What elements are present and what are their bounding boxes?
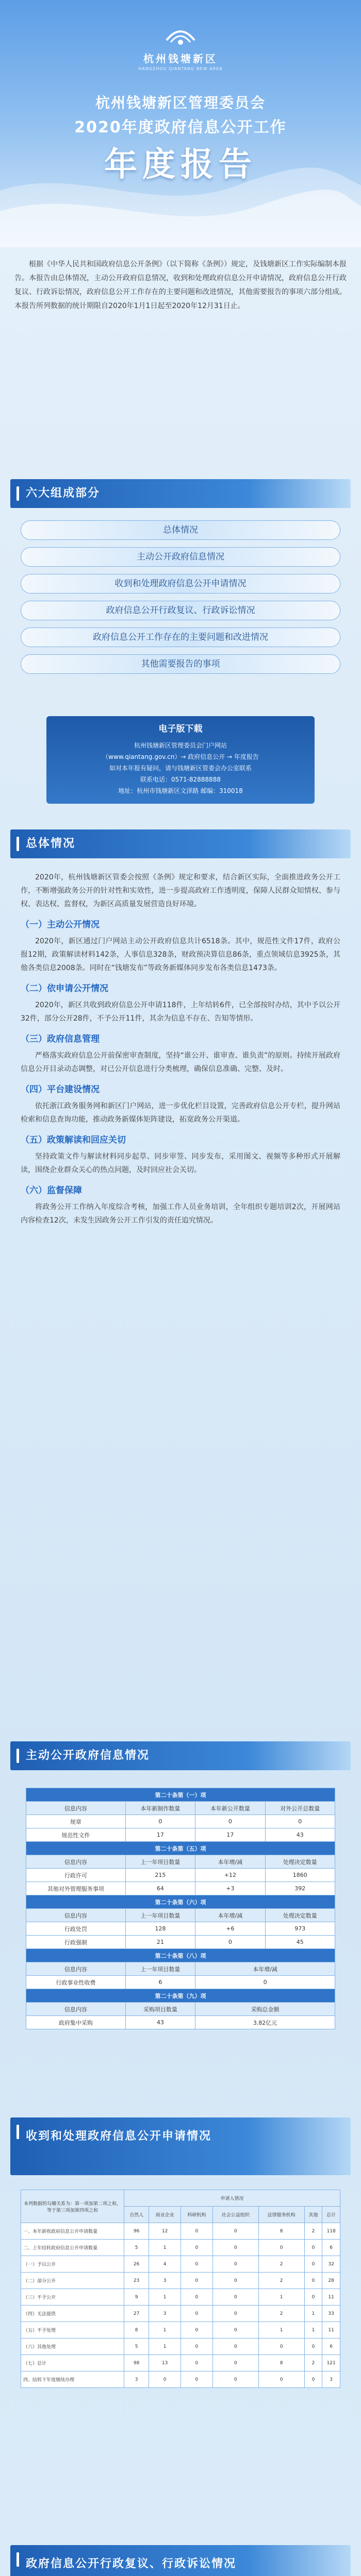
proactive-table bbox=[26, 1788, 335, 2029]
hero-title: 年度报告 bbox=[104, 146, 257, 184]
table-header: 商业企业 bbox=[149, 2207, 181, 2223]
six-item: 政府信息公开工作存在的主要问题和改进情况 bbox=[21, 628, 340, 647]
table-cell: 2 bbox=[258, 2306, 304, 2322]
table-cell: 政府集中采购 bbox=[26, 2016, 126, 2029]
table-cell: 0 bbox=[304, 2240, 322, 2256]
table-row bbox=[26, 2016, 335, 2029]
table-cell: 0 bbox=[212, 2223, 258, 2240]
table-bar: 第二十条第（五）项 bbox=[26, 1842, 335, 1855]
table-header: 科研机构 bbox=[181, 2207, 213, 2223]
table-cell: 2 bbox=[258, 2273, 304, 2289]
table-cell: 1 bbox=[149, 2240, 181, 2256]
table-cell: 6 bbox=[322, 2338, 340, 2355]
table-header: 对外公开总数量 bbox=[265, 1802, 335, 1815]
row-label: 一、本年新收政府信息公开申请数量 bbox=[21, 2223, 124, 2240]
table-cell: +6 bbox=[195, 1922, 265, 1936]
table-cell: 27 bbox=[124, 2306, 149, 2322]
table-row bbox=[21, 2240, 340, 2256]
logo-subtext: HANGZHOU QIANTANG NEW AREA bbox=[138, 66, 223, 71]
contact-line: 地址：杭州市钱塘新区文泽路 邮编：310018 bbox=[118, 787, 243, 794]
table-header: 处理决定数量 bbox=[265, 1855, 335, 1869]
table-header: 上一年项目数量 bbox=[125, 1962, 195, 1976]
table-cell: 3 bbox=[124, 2371, 149, 2388]
six-item: 其他需要报告的事项 bbox=[21, 654, 340, 674]
table-cell: 0 bbox=[195, 1936, 265, 1949]
table-cell: 0 bbox=[212, 2355, 258, 2371]
table-cell: 0 bbox=[212, 2256, 258, 2273]
overview-paragraph: 2020年，新区共收到政府信息公开申请118件，上年结转6件，已全部按时办结，其中予以公开32件，部分公开28件，不予公开11件，其余为信息不存在、告知等情形。 bbox=[21, 1001, 340, 1023]
table-row bbox=[21, 2223, 340, 2240]
table-cell: 5 bbox=[124, 2240, 149, 2256]
overview-paragraph: 2020年，新区通过门户网站主动公开政府信息共计6518条。其中，规范性文件17件，政府公报12期，政策解读材料142条，人事信息328条，财政预决算信息86条，重点领域信息3925条，其他各类信息2008条。同时在“钱塘发布”等政务新媒体同步发布各类信息1473条。 bbox=[21, 937, 340, 972]
row-label: （六）其他处理 bbox=[21, 2338, 124, 2355]
table-cell: 973 bbox=[265, 1922, 335, 1936]
table-cell: 0 bbox=[258, 2338, 304, 2355]
section-review: 政府信息公开行政复议、行政诉讼情况 bbox=[10, 2545, 351, 2576]
table-row bbox=[26, 1976, 335, 1989]
table-cell: 0 bbox=[195, 1976, 335, 1989]
table-header: 信息内容 bbox=[26, 1855, 126, 1869]
table-cell: 11 bbox=[322, 2322, 340, 2338]
table-cell: 0 bbox=[181, 2289, 213, 2306]
table-row bbox=[21, 2371, 340, 2388]
table-cell: 行政处罚 bbox=[26, 1922, 126, 1936]
table-header: 社会公益组织 bbox=[212, 2207, 258, 2223]
table-cell: 0 bbox=[212, 2289, 258, 2306]
table-cell: 行政许可 bbox=[26, 1869, 126, 1882]
table-cell: 6 bbox=[322, 2240, 340, 2256]
table-header: 上一年项目数量 bbox=[125, 1909, 195, 1922]
table-cell: 1 bbox=[258, 2322, 304, 2338]
section-overview: 总体情况 bbox=[10, 829, 351, 858]
table-cell: 0 bbox=[212, 2371, 258, 2388]
overview-heading: （三）政府信息管理 bbox=[21, 1034, 100, 1044]
table-cell: 45 bbox=[265, 1936, 335, 1949]
table-cell: 0 bbox=[181, 2371, 213, 2388]
table-header: 信息内容 bbox=[26, 1802, 126, 1815]
table-row bbox=[21, 2256, 340, 2273]
table-cell: 1 bbox=[304, 2306, 322, 2322]
table-header: 总计 bbox=[322, 2207, 340, 2223]
contact-line: 联系电话：0571-82888888 bbox=[140, 776, 221, 783]
table-cell: 13 bbox=[149, 2355, 181, 2371]
table-cell: 2 bbox=[304, 2223, 322, 2240]
contact-title: 电子版下载 bbox=[158, 724, 203, 734]
row-label: 四、结转下年度继续办理 bbox=[21, 2371, 124, 2388]
table-cell: 行政事业性收费 bbox=[26, 1976, 126, 1989]
table-header: 本列数据的勾稽关系为：第一项加第二项之和，等于第三项加第四项之和 bbox=[21, 2190, 124, 2223]
table-row bbox=[26, 1936, 335, 1949]
table-cell: 0 bbox=[181, 2322, 213, 2338]
table-cell: +12 bbox=[195, 1869, 265, 1882]
row-label: （七）总计 bbox=[21, 2355, 124, 2371]
table-cell: 0 bbox=[212, 2338, 258, 2355]
overview-heading: （六）监督保障 bbox=[21, 1185, 82, 1196]
table-cell: 43 bbox=[265, 1828, 335, 1842]
table-header: 采购项目数量 bbox=[125, 2003, 195, 2016]
six-item: 总体情况 bbox=[21, 520, 340, 540]
table-cell: 2 bbox=[258, 2256, 304, 2273]
table-cell: 1 bbox=[149, 2289, 181, 2306]
overview-paragraph: 坚持政策文件与解读材料同步起草、同步审签、同步发布，采用图文、视频等多种形式开展解读，围绕企业群众关心的热点问题，及时回应社会关切。 bbox=[21, 1153, 340, 1174]
table-header: 其他 bbox=[304, 2207, 322, 2223]
table-cell: +3 bbox=[195, 1882, 265, 1895]
hero-banner bbox=[0, 0, 361, 247]
table-cell: 0 bbox=[181, 2240, 213, 2256]
table-header: 法律服务机构 bbox=[258, 2207, 304, 2223]
table-cell: 43 bbox=[125, 2016, 195, 2029]
overview-paragraph: 将政务公开工作纳入年度综合考核，加强工作人员业务培训，全年组织专题培训2次，开展网站内容检查12次，未发生因政务公开工作引发的责任追究情况。 bbox=[21, 1203, 340, 1225]
logo-text: 杭州钱塘新区 bbox=[143, 53, 218, 65]
table-cell: 0 bbox=[304, 2371, 322, 2388]
table-row bbox=[26, 1869, 335, 1882]
table-row bbox=[26, 1882, 335, 1895]
table-header: 本年增/减 bbox=[195, 1909, 265, 1922]
intro-paragraph: 根据《中华人民共和国政府信息公开条例》（以下简称《条例》）规定，及钱塘新区工作实际编制本报告。本报告由总体情况，主动公开政府信息情况，收到和处理政府信息公开申请情况，政府信息公开行政复议、行政诉讼情况，政府信息公开工作存在的主要问题和改进情况，其他需要报告的事项六部分组成。本报告所列数据的统计期限自2020年1月1日起至2020年12月31日止。 bbox=[14, 260, 347, 310]
table-cell: 0 bbox=[304, 2338, 322, 2355]
six-parts-list bbox=[21, 520, 340, 681]
table-cell: 0 bbox=[212, 2273, 258, 2289]
table-cell: 1860 bbox=[265, 1869, 335, 1882]
table-header: 本年增/减 bbox=[195, 1962, 335, 1976]
table-cell: 0 bbox=[181, 2306, 213, 2322]
table-row bbox=[21, 2355, 340, 2371]
table-header: 申请人情况 bbox=[124, 2190, 340, 2207]
overview-text bbox=[21, 871, 340, 1228]
table-header: 信息内容 bbox=[26, 1962, 126, 1976]
table-cell: 96 bbox=[124, 2223, 149, 2240]
overview-heading: （二）依申请公开情况 bbox=[21, 984, 108, 994]
table-cell: 3 bbox=[149, 2273, 181, 2289]
table-cell: 规范性文件 bbox=[26, 1828, 126, 1842]
table-cell: 64 bbox=[125, 1882, 195, 1895]
contact-line: 杭州钱塘新区管理委员会门户网站 bbox=[134, 742, 227, 749]
table-cell: 23 bbox=[124, 2273, 149, 2289]
table-cell: 1 bbox=[258, 2289, 304, 2306]
table-cell: 33 bbox=[322, 2306, 340, 2322]
table-header: 处理决定数量 bbox=[265, 1909, 335, 1922]
row-label: （五）不予处理 bbox=[21, 2322, 124, 2338]
table-cell: 0 bbox=[181, 2256, 213, 2273]
table-row bbox=[21, 2289, 340, 2306]
six-item: 主动公开政府信息情况 bbox=[21, 547, 340, 567]
table-row bbox=[21, 2306, 340, 2322]
table-cell: 行政强制 bbox=[26, 1936, 126, 1949]
table-row bbox=[21, 2273, 340, 2289]
table-cell: 0 bbox=[258, 2240, 304, 2256]
row-label: （三）不予公开 bbox=[21, 2289, 124, 2306]
table-row bbox=[26, 1922, 335, 1936]
table-cell: 17 bbox=[195, 1828, 265, 1842]
logo-icon bbox=[163, 25, 198, 47]
requests-table bbox=[21, 2190, 340, 2388]
table-row bbox=[21, 2322, 340, 2338]
table-cell: 17 bbox=[125, 1828, 195, 1842]
table-cell: 128 bbox=[125, 1922, 195, 1936]
table-cell: 3 bbox=[149, 2306, 181, 2322]
table-cell: 0 bbox=[125, 1815, 195, 1828]
table-cell: 0 bbox=[304, 2289, 322, 2306]
table-cell: 118 bbox=[322, 2223, 340, 2240]
table-cell: 32 bbox=[322, 2256, 340, 2273]
table-cell: 0 bbox=[149, 2371, 181, 2388]
table-cell: 0 bbox=[265, 1815, 335, 1828]
table-cell: 8 bbox=[258, 2223, 304, 2240]
table-cell: 1 bbox=[149, 2338, 181, 2355]
table-cell: 其他对外管理服务事项 bbox=[26, 1882, 126, 1895]
six-item: 政府信息公开行政复议、行政诉讼情况 bbox=[21, 601, 340, 620]
section-six-parts: 六大组成部分 bbox=[10, 479, 351, 508]
table-header: 自然人 bbox=[124, 2207, 149, 2223]
overview-paragraph: 严格落实政府信息公开前保密审查制度，坚持“谁公开、谁审查、谁负责”的原则。持续开展政府信息公开目录动态调整，对已公开信息进行分类梳理，确保信息准确、完整、及时。 bbox=[21, 1052, 340, 1073]
table-cell: 0 bbox=[181, 2223, 213, 2240]
contact-box bbox=[46, 716, 315, 804]
section-proactive: 主动公开政府信息情况 bbox=[10, 1741, 351, 1770]
table-cell: 8 bbox=[258, 2355, 304, 2371]
table-cell: 12 bbox=[149, 2223, 181, 2240]
table-cell: 3.82亿元 bbox=[195, 2016, 335, 2029]
logo bbox=[0, 25, 361, 71]
table-cell: 1 bbox=[304, 2322, 322, 2338]
table-bar: 第二十条第（六）项 bbox=[26, 1895, 335, 1909]
table-cell: 11 bbox=[322, 2289, 340, 2306]
table-cell: 0 bbox=[304, 2273, 322, 2289]
overview-heading: （四）平台建设情况 bbox=[21, 1084, 100, 1095]
table-cell: 0 bbox=[212, 2322, 258, 2338]
table-bar: 第二十条第（一）项 bbox=[26, 1788, 335, 1802]
table-header: 信息内容 bbox=[26, 2003, 126, 2016]
table-header: 本年新公开数量 bbox=[195, 1802, 265, 1815]
table-cell: 28 bbox=[322, 2273, 340, 2289]
six-item: 收到和处理政府信息公开申请情况 bbox=[21, 574, 340, 594]
table-cell: 98 bbox=[124, 2355, 149, 2371]
table-cell: 0 bbox=[181, 2338, 213, 2355]
table-cell: 0 bbox=[181, 2273, 213, 2289]
table-cell: 26 bbox=[124, 2256, 149, 2273]
table-bar: 第二十条第（九）项 bbox=[26, 1989, 335, 2003]
table-header: 信息内容 bbox=[26, 1909, 126, 1922]
table-cell: 9 bbox=[124, 2289, 149, 2306]
table-cell: 0 bbox=[195, 1815, 265, 1828]
table-cell: 215 bbox=[125, 1869, 195, 1882]
table-cell: 3 bbox=[322, 2371, 340, 2388]
table-cell: 2 bbox=[304, 2355, 322, 2371]
contact-line: 如对本年报有疑问，请与钱塘新区管委会办公室联系 bbox=[109, 765, 252, 772]
table-cell: 121 bbox=[322, 2355, 340, 2371]
overview-heading: （一）主动公开情况 bbox=[21, 920, 100, 930]
overview-paragraph: 依托浙江政务服务网和新区门户网站，进一步优化栏目设置，完善政府信息公开专栏，提升网站检索和信息查询功能，推动政务新媒体矩阵建设，拓宽政务公开渠道。 bbox=[21, 1102, 340, 1124]
table-cell: 21 bbox=[125, 1936, 195, 1949]
table-cell: 1 bbox=[149, 2322, 181, 2338]
table-cell: 4 bbox=[149, 2256, 181, 2273]
table-header: 本年增/减 bbox=[195, 1855, 265, 1869]
hero-org: 杭州钱塘新区管理委员会 bbox=[95, 94, 266, 111]
contact-line: （www.qiantang.gov.cn）→ 政府信息公开 → 年度报告 bbox=[102, 753, 259, 760]
table-row bbox=[26, 1828, 335, 1842]
table-cell: 0 bbox=[212, 2240, 258, 2256]
table-header: 采购总金额 bbox=[195, 2003, 335, 2016]
row-label: （二）部分公开 bbox=[21, 2273, 124, 2289]
table-row bbox=[21, 2338, 340, 2355]
row-label: 二、上年结转政府信息公开申请数量 bbox=[21, 2240, 124, 2256]
table-header: 本年新制作数量 bbox=[125, 1802, 195, 1815]
row-label: （一）予以公开 bbox=[21, 2256, 124, 2273]
table-cell: 392 bbox=[265, 1882, 335, 1895]
table-row bbox=[26, 1815, 335, 1828]
table-cell: 规章 bbox=[26, 1815, 126, 1828]
table-cell: 6 bbox=[125, 1976, 195, 1989]
hero-year-line: 2020年度政府信息公开工作 bbox=[74, 118, 287, 137]
table-cell: 0 bbox=[258, 2371, 304, 2388]
table-cell: 0 bbox=[212, 2306, 258, 2322]
table-bar: 第二十条第（八）项 bbox=[26, 1949, 335, 1962]
row-label: （四）无法提供 bbox=[21, 2306, 124, 2322]
table-cell: 0 bbox=[181, 2355, 213, 2371]
table-cell: 5 bbox=[124, 2338, 149, 2355]
table-cell: 0 bbox=[304, 2256, 322, 2273]
overview-lead: 2020年，杭州钱塘新区管委会按照《条例》规定和要求，结合新区实际，全面推进政务公开工作，不断增强政务公开的针对性和实效性，进一步提高政府工作透明度，保障人民群众知情权、参与权、表达权、监督权，为新区高质量发展营造良好环境。 bbox=[21, 873, 340, 908]
table-cell: 8 bbox=[124, 2322, 149, 2338]
overview-heading: （五）政策解读和回应关切 bbox=[21, 1135, 126, 1145]
section-requests: 收到和处理政府信息公开申请情况 bbox=[10, 2117, 351, 2175]
table-header: 上一年项目数量 bbox=[125, 1855, 195, 1869]
